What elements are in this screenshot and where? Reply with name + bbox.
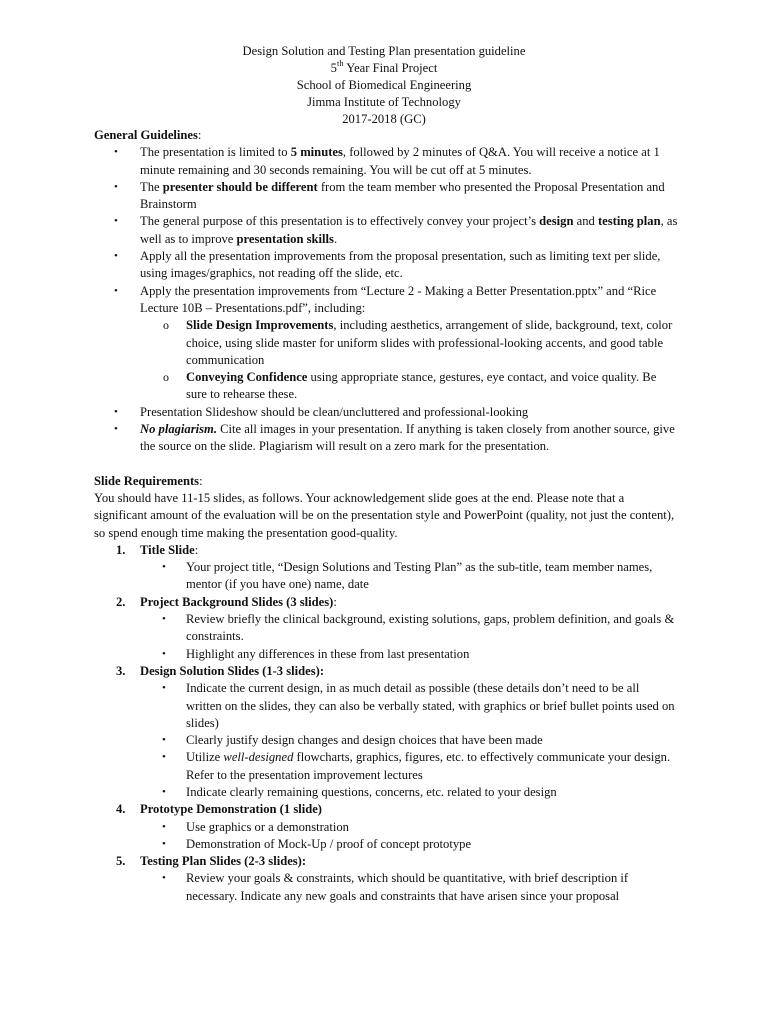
item-number: 2. <box>116 594 126 609</box>
slide-requirements-colon: : <box>199 473 203 488</box>
header-institute: Jimma Institute of Technology <box>307 95 461 109</box>
bullet-text: Review briefly the clinical background, existing solutions, gaps, problem definition, and goals & constraints. <box>186 612 675 644</box>
item-number: 5. <box>116 854 126 869</box>
bullet-text: Utilize <box>186 750 224 765</box>
numbered-item-project-background <box>94 594 678 611</box>
guideline-bullet <box>94 283 678 318</box>
bullet-icon: • <box>162 561 166 574</box>
bullet-text: Clearly justify design changes and design choices that have been made <box>186 733 543 748</box>
item-bullet <box>94 836 678 853</box>
header-school: School of Biomedical Engineering <box>296 78 472 92</box>
bullet-bold-text: testing plan <box>597 214 661 229</box>
slide-requirements-title: Slide Requirements <box>94 473 200 488</box>
bullet-text: Review your goals & constraints, which should be quantitative, with brief description if necessary. Indicate any new goals and constraints that have arisen since your proposal <box>186 871 629 903</box>
bullet-text: flowcharts, graphics, figures, etc. to effectively communicate your design. Refer to the presentation improvement lectures <box>186 750 671 782</box>
bullet-bold-text: design <box>539 214 574 229</box>
bullet-text: , as well as to improve <box>140 214 678 246</box>
bullet-text: Use graphics or a demonstration <box>186 819 349 834</box>
general-guidelines-heading <box>94 127 678 144</box>
bullet-bold-text: presentation skills <box>236 231 334 246</box>
item-bullet <box>94 732 678 749</box>
guideline-bullet <box>94 213 678 248</box>
item-bullet <box>94 646 678 663</box>
bullet-icon: • <box>114 423 118 436</box>
sub-bullet-text: , including aesthetics, arrangement of slide, background, text, color choice, using slide master for uniform slides with professional-looking accents, and good table communication <box>186 318 673 367</box>
guideline-bullet <box>94 421 678 456</box>
bullet-text: from the team member who presented the Proposal Presentation and Brainstorm <box>140 179 665 212</box>
sub-bullet-icon: o <box>163 370 169 385</box>
bullet-icon: • <box>162 682 166 695</box>
item-bullet <box>94 870 678 905</box>
slide-requirements-heading <box>94 473 678 490</box>
bullet-icon: • <box>114 180 118 193</box>
bullet-text: The general purpose of this presentation is to effectively convey your project’s <box>140 214 540 229</box>
bullet-italic-text: well-designed <box>223 750 294 765</box>
slide-requirements-intro: You should have 11-15 slides, as follows. Your acknowledgement slide goes at the end. Please note that a significant amount of the evaluation will be on the presentation style and PowerPoint (quality, not just the content), so spend enough time making the presentation good-quality. <box>94 490 675 540</box>
item-bullet <box>94 749 678 784</box>
bullet-bold-text: 5 minutes <box>290 145 343 160</box>
header-year-text: Year Final Project <box>343 61 438 75</box>
document-header <box>0 43 768 128</box>
sub-bullet-icon: o <box>163 318 169 333</box>
item-bullet <box>94 819 678 836</box>
item-title: Design Solution Slides (1-3 slides): <box>140 663 325 678</box>
item-bullet <box>94 559 678 594</box>
numbered-item-design-solution <box>94 663 678 680</box>
guideline-bullet <box>94 248 678 283</box>
bullet-icon: • <box>162 751 166 764</box>
bullet-icon: • <box>114 405 118 418</box>
bullet-icon: • <box>162 647 166 660</box>
item-title: Testing Plan Slides (2-3 slides): <box>140 854 307 869</box>
header-year-line <box>0 57 768 77</box>
general-guidelines-colon: : <box>197 128 202 142</box>
item-colon: : <box>333 594 337 609</box>
bullet-text: Indicate the current design, in as much detail as possible (these details don’t need to be all written on the slides, they can also be verbally stated, with graphics or brief bullet points used on slides) <box>186 681 675 730</box>
bullet-text: Apply the presentation improvements from “Lecture 2 - Making a Better Presentation.pptx” and “Rice Lecture 10B – Presentations.pdf”, including: <box>140 283 657 315</box>
bullet-icon: • <box>162 734 166 747</box>
item-colon: : <box>194 542 199 557</box>
numbered-item-prototype-demo <box>94 801 678 818</box>
bullet-text: Indicate clearly remaining questions, concerns, etc. related to your design <box>186 784 557 799</box>
bullet-text: Demonstration of Mock-Up / proof of concept prototype <box>186 836 472 851</box>
numbered-item-title-slide <box>94 542 678 559</box>
bullet-icon: • <box>114 146 118 159</box>
item-bullet <box>94 784 678 801</box>
bullet-text: Highlight any differences in these from last presentation <box>186 646 470 661</box>
sub-bullet-bold-text: Slide Design Improvements <box>186 318 334 333</box>
header-title: Design Solution and Testing Plan presentation guideline <box>242 44 526 58</box>
bullet-text: and <box>573 214 598 229</box>
bullet-text: Cite all images in your presentation. If anything is taken closely from another source, give the source on the slide. Plagiarism will result on a zero mark for the presentation. <box>140 422 675 454</box>
bullet-icon: • <box>162 785 166 798</box>
guideline-bullet <box>94 179 678 214</box>
item-number: 4. <box>116 802 126 817</box>
general-guidelines-title: General Guidelines <box>94 128 198 142</box>
item-number: 3. <box>116 663 126 678</box>
item-number: 1. <box>116 542 126 557</box>
bullet-icon: • <box>114 284 118 297</box>
sub-bullet-text: using appropriate stance, gestures, eye contact, and voice quality. Be sure to rehearse these. <box>186 370 657 402</box>
bullet-icon: • <box>114 215 118 228</box>
item-title: Project Background Slides (3 slides) <box>140 594 334 609</box>
header-year-ordinal: th <box>336 57 344 68</box>
bullet-text: Apply all the presentation improvements from the proposal presentation, such as limiting text per slide, using images/graphics, not reading off the slide, etc. <box>140 249 661 281</box>
bullet-icon: • <box>114 250 118 263</box>
header-date: 2017-2018 (GC) <box>342 112 426 126</box>
bullet-icon: • <box>162 820 166 833</box>
guideline-sub-bullet <box>94 317 678 369</box>
bullet-text: Presentation Slideshow should be clean/uncluttered and professional-looking <box>140 404 529 419</box>
sub-bullet-bold-text: Conveying Confidence <box>186 370 308 385</box>
bullet-icon: • <box>162 613 166 626</box>
bullet-text: The <box>140 179 163 194</box>
bullet-text: . <box>333 231 338 246</box>
bullet-icon: • <box>162 872 166 885</box>
bullet-text: The presentation is limited to <box>140 145 291 160</box>
bullet-bold-text: presenter should be different <box>162 179 318 194</box>
bullet-bold-italic-text: No plagiarism. <box>140 422 217 437</box>
guideline-bullet <box>94 144 678 179</box>
bullet-icon: • <box>162 837 166 850</box>
bullet-text: Your project title, “Design Solutions and Testing Plan” as the sub-title, team member names, mentor (if you have one) name, date <box>186 560 653 592</box>
numbered-item-testing-plan <box>94 853 678 870</box>
guideline-sub-bullet <box>94 369 678 404</box>
document-body <box>94 127 678 905</box>
guideline-bullet <box>94 404 678 421</box>
item-bullet <box>94 611 678 646</box>
item-title: Prototype Demonstration (1 slide) <box>140 802 323 817</box>
item-title: Title Slide <box>140 542 195 557</box>
bullet-text: , followed by 2 minutes of Q&A. You will receive a notice at 1 minute remaining and 30 seconds remaining. You will be cut off at 5 minutes. <box>140 145 660 177</box>
section-spacer <box>94 456 678 473</box>
header-year-number: 5 <box>330 61 337 75</box>
item-bullet <box>94 680 678 732</box>
